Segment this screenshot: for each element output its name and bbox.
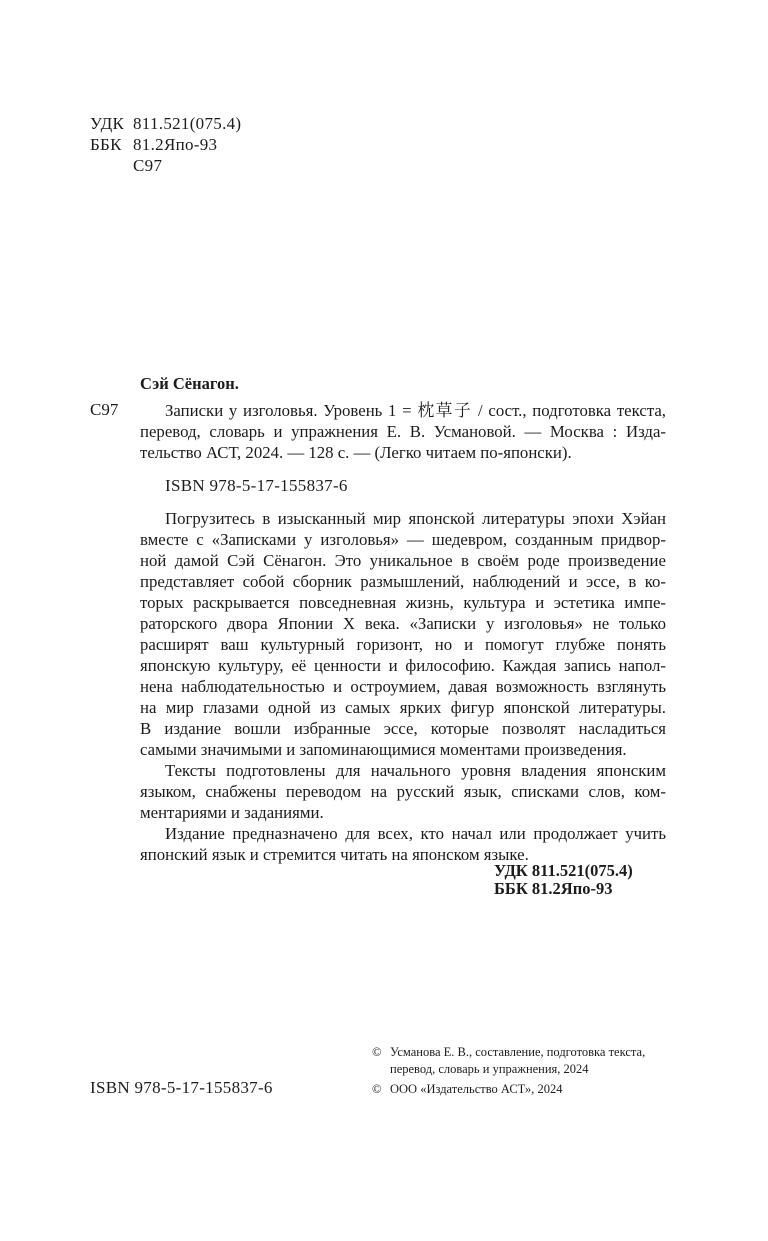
bbk-bold: ББК 81.2Япо-93 [494,879,613,898]
classification-codes [90,113,241,176]
copyright-line: Усманова Е. В., составление, подготовка текста, [390,1045,646,1059]
annotation-line: нена наблюдательностью и остроумием, давая возможность взглянуть [140,677,666,696]
annotation [140,508,666,865]
annotation-line: самыми значимыми и запоминающимися моментами произведения. [140,740,627,759]
udk-bold: УДК 811.521(075.4) [494,861,633,880]
bbk-row [90,134,241,155]
copyright-item [372,1044,645,1078]
copyright-line: перевод, словарь и упражнения, 2024 [390,1062,589,1076]
biblio-line: перевод, словарь и упражнения Е. В. Усмановой. — Москва : Изда- [140,422,666,441]
record-author: Сэй Сёнагон. [140,374,239,393]
annotation-line: В издание вошли избранные эссе, которые позволят насладиться [140,719,666,738]
classification-codes-bold [494,862,633,898]
record-isbn: ISBN 978-5-17-155837-6 [165,476,348,495]
copyright-item [372,1081,645,1098]
annotation-line: Тексты подготовлены для начального уровня владения японским [165,761,666,780]
annotation-line: японскую культуру, её ценности и философию. Каждая запись напол- [140,656,666,675]
bbk-value: 81.2Япо-93 [133,135,218,154]
annotation-line: Погрузитесь в изысканный мир японской литературы эпохи Хэйан [165,509,666,528]
annotation-line: японский язык и стремится читать на японском языке. [140,845,529,864]
bibliographic-description [140,400,666,463]
annotation-line: ной дамой Сэй Сёнагон. Это уникальное в своём роде произведение [140,551,666,570]
annotation-line: языком, снабжены переводом на русский язык, списками слов, ком- [140,782,666,801]
author-mark: С97 [133,156,163,175]
annotation-line: ментариями и заданиями. [140,803,324,822]
copyright-line: ООО «Издательство АСТ», 2024 [390,1082,563,1096]
biblio-line: Записки у изголовья. Уровень 1 = 枕草子 / сост., подготовка текста, [165,401,666,420]
annotation-line: торых раскрывается повседневная жизнь, культура и эстетика импе- [140,593,666,612]
bbk-label: ББК [90,135,122,154]
udk-row [90,113,241,134]
udk-label: УДК [90,114,125,133]
biblio-line: тельство АСТ, 2024. — 128 с. — (Легко читаем по-японски). [140,443,572,462]
copyright-symbol: © [372,1045,382,1059]
footer-isbn: ISBN 978-5-17-155837-6 [90,1078,273,1097]
annotation-line: раторского двора Японии X века. «Записки у изголовья» не только [140,614,666,633]
record-author-mark: С97 [90,400,119,419]
annotation-line: расширят ваш культурный горизонт, но и помогут глубже понять [140,635,666,654]
annotation-line: на мир глазами одной из самых ярких фигур японской литературы. [140,698,666,717]
copyright-symbol: © [372,1082,382,1096]
annotation-line: вместе с «Записками у изголовья» — шедевром, созданным придвор- [140,530,666,549]
udk-value: 811.521(075.4) [133,114,242,133]
author-mark-row [90,155,241,176]
copyright-block [372,1044,645,1098]
annotation-line: Издание предназначено для всех, кто начал или продолжает учить [165,824,666,843]
annotation-line: представляет собой сборник размышлений, наблюдений и эссе, в ко- [140,572,666,591]
